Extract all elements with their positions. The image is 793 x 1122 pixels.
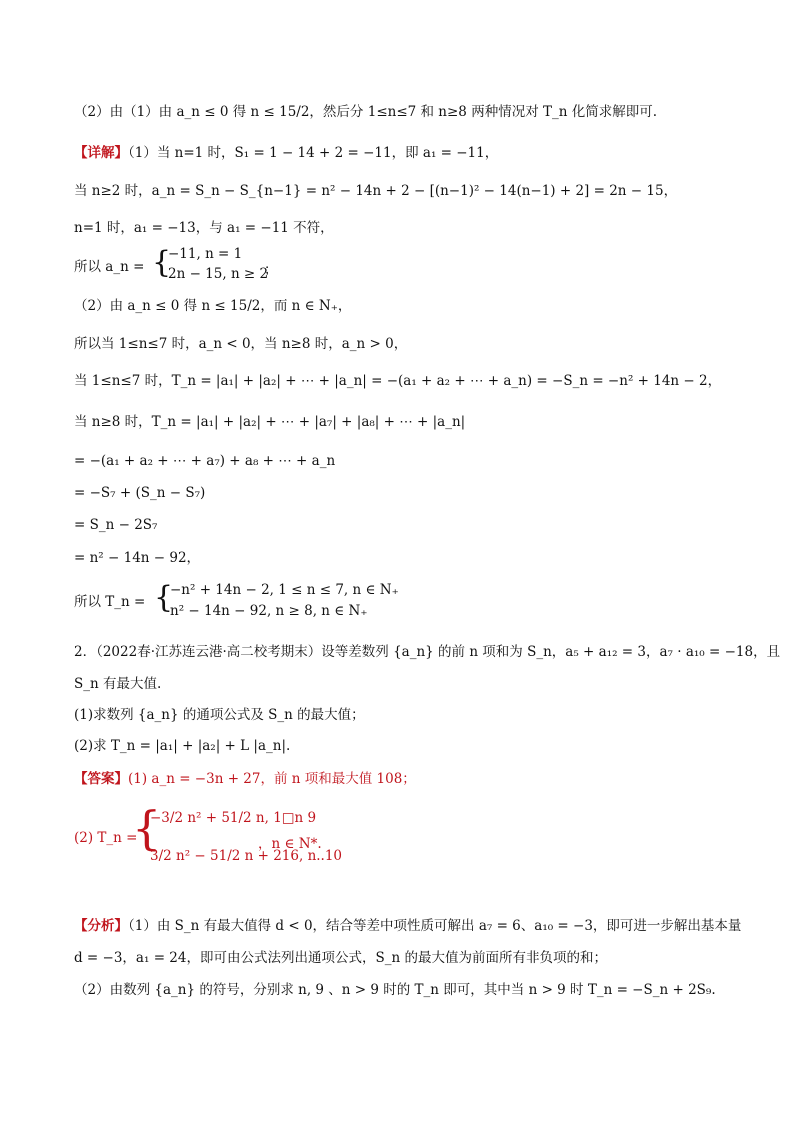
solution-line-8: 当 n≥8 时，T_n = |a₁| + |a₂| + ⋯ + |a₇| + |a₈| + ⋯ + |a_n| (74, 414, 466, 430)
piecewise-case-4: n² − 14n − 92, n ≥ 8, n ∈ N₊ (170, 603, 368, 619)
analysis-part2-line: （2）由（1）由 a_n ≤ 0 得 n ≤ 15/2，然后分 1≤n≤7 和 n≥8 两种情况对 T_n 化简求解即可. (74, 104, 658, 120)
analysis-line-1-text: （1）由 S_n 有最大值得 d < 0，结合等差中项性质可解出 a₇ = 6、a₁₀ = −3，即可进一步解出基本量 (128, 918, 742, 934)
answer-case-1: −3/2 n² + 51/2 n, 1□n 9 (150, 810, 317, 826)
piecewise-case-3: −n² + 14n − 2, 1 ≤ n ≤ 7, n ∈ N₊ (170, 582, 399, 598)
solution-line-5: （2）由 a_n ≤ 0 得 n ≤ 15/2，而 n ∈ N₊， (74, 298, 352, 314)
analysis-line-3: （2）由数列 {a_n} 的符号，分别求 n, 9 、n > 9 时的 T_n 即可，其中当 n > 9 时 T_n = −S_n + 2S₉. (74, 982, 716, 998)
answer-suffix: ，n ∈ N*. (258, 836, 322, 852)
piecewise-brace-1: { (152, 245, 172, 280)
answer-tag: 【答案】 (74, 771, 128, 787)
solution-line-3: n=1 时，a₁ = −13，与 a₁ = −11 不符， (74, 220, 334, 236)
piecewise-case-2: 2n − 15, n ≥ 2 (168, 266, 269, 282)
solution-line-11: = S_n − 2S₇ (74, 517, 158, 533)
question-2-part-2: (2)求 T_n = |a₁| + |a₂| + L |a_n|. (74, 738, 291, 754)
piecewise-brace-3: { (132, 801, 162, 855)
answer-line-2-prefix: (2) T_n = (74, 830, 138, 846)
question-2-part-1: (1)求数列 {a_n} 的通项公式及 S_n 的最大值； (74, 707, 365, 723)
solution-line-12: = n² − 14n − 92， (74, 550, 201, 566)
solution-line-9: = −(a₁ + a₂ + ⋯ + a₇) + a₈ + ⋯ + a_n (74, 453, 336, 469)
analysis-tag: 【分析】 (74, 918, 128, 934)
solution-line-1-text: （1）当 n=1 时，S₁ = 1 − 14 + 2 = −11，即 a₁ = −11， (128, 145, 499, 161)
solution-line-6: 所以当 1≤n≤7 时，a_n < 0，当 n≥8 时，a_n > 0， (74, 336, 408, 352)
question-2-line-1: 2．（2022春·江苏连云港·高二校考期末）设等差数列 {a_n} 的前 n 项和为 S_n，a₅ + a₁₂ = 3，a₇ · a₁₀ = −18，且 (74, 644, 781, 660)
solution-line-1 (74, 147, 498, 161)
solution-line-10: = −S₇ + (S_n − S₇) (74, 485, 206, 501)
solution-line-2: 当 n≥2 时，a_n = S_n − S_{n−1} = n² − 14n + 2 − [(n−1)² − 14(n−1) + 2] = 2n − 15， (74, 183, 678, 199)
solution-tag: 【详解】 (74, 145, 128, 161)
solution-line-4-prefix: 所以 a_n = (74, 259, 145, 275)
piecewise-brace-2: { (154, 580, 174, 615)
answer-case-2: 3/2 n² − 51/2 n + 216, n..10 (150, 848, 343, 864)
answer-line-1 (74, 773, 416, 787)
question-2-line-2: S_n 有最大值. (74, 676, 162, 692)
solution-line-13-prefix: 所以 T_n = (74, 594, 146, 610)
analysis-line-1 (74, 920, 741, 934)
analysis-line-2: d = −3，a₁ = 24，即可由公式法列出通项公式，S_n 的最大值为前面所有非负项的和； (74, 950, 607, 966)
piecewise-case-1: −11, n = 1 (168, 246, 243, 262)
solution-line-7: 当 1≤n≤7 时，T_n = |a₁| + |a₂| + ⋯ + |a_n| = −(a₁ + a₂ + ⋯ + a_n) = −S_n = −n² + 14n − 2， (74, 373, 722, 389)
piecewise-suffix-1: ； (264, 262, 278, 278)
answer-line-1-text: (1) a_n = −3n + 27，前 n 项和最大值 108； (128, 771, 416, 787)
